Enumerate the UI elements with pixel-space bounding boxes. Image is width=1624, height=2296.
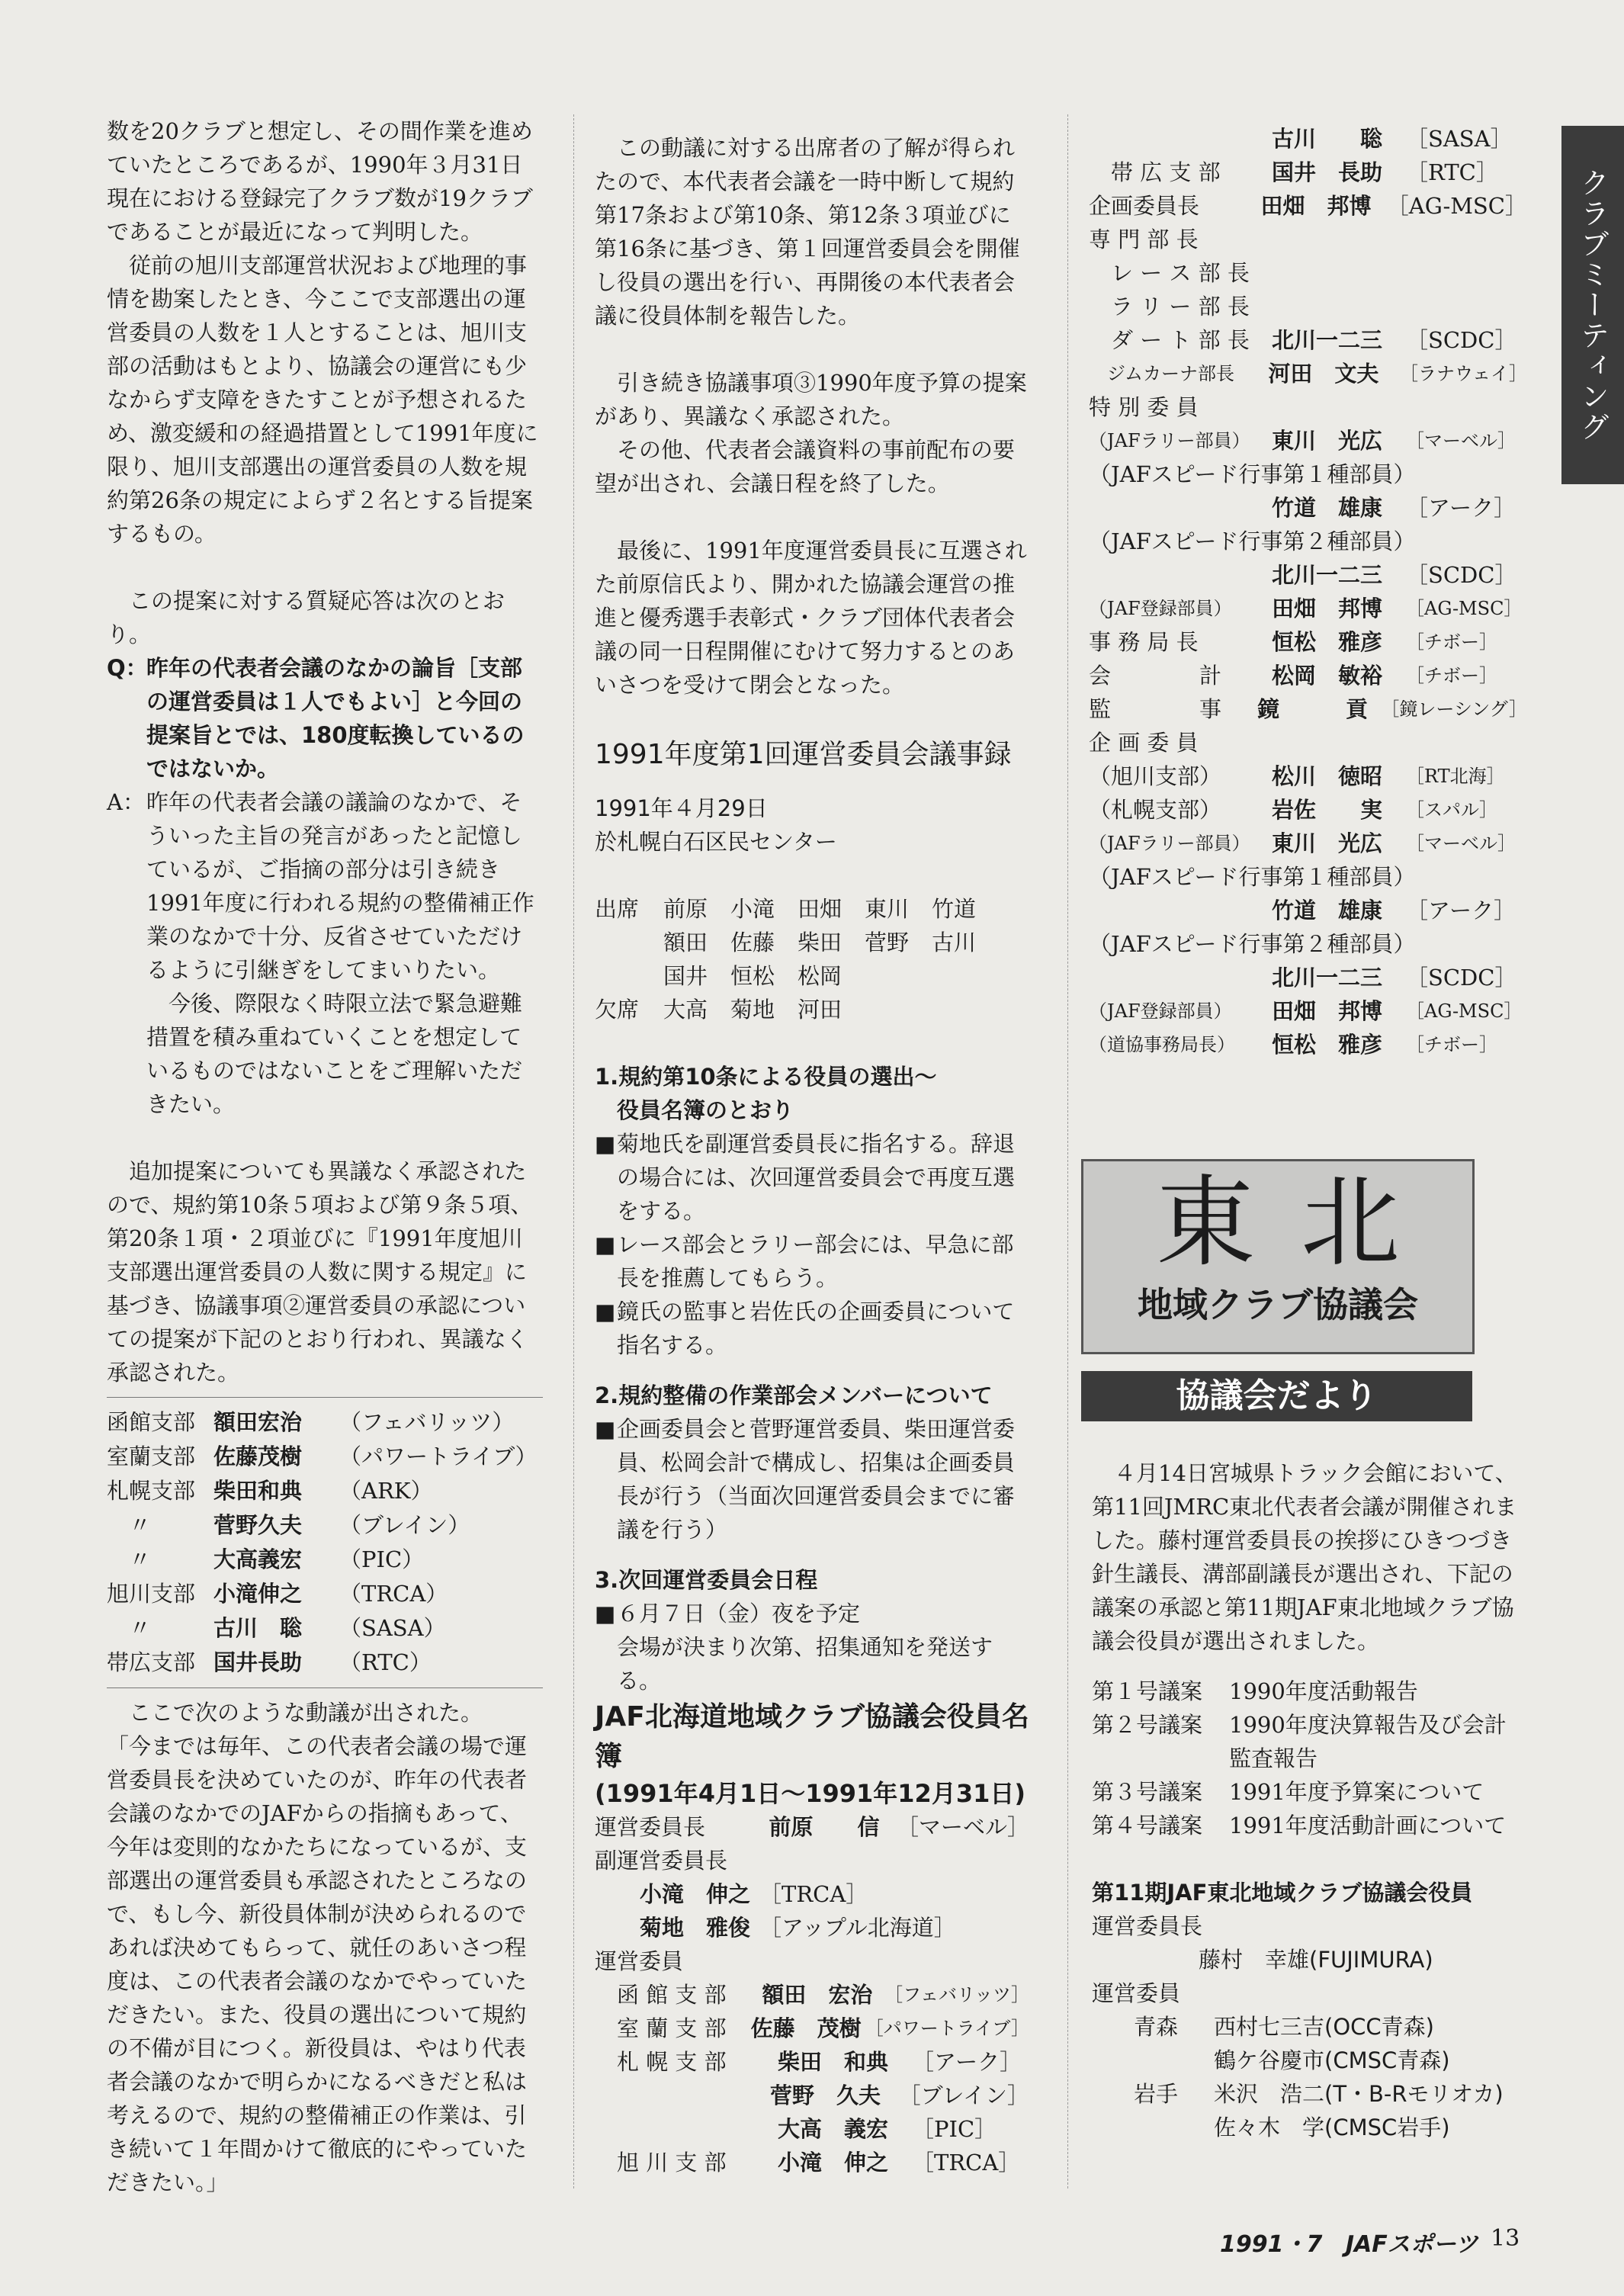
minutes-date: 1991年４月29日 (595, 795, 768, 821)
branch: 帯広支部 (107, 1649, 196, 1675)
answer (107, 785, 543, 1121)
attendee: 前原 (663, 896, 708, 922)
present-label: 出席 (595, 896, 640, 922)
member-name: 額田宏治 (213, 1409, 303, 1435)
agenda-item: 第１号議案 1990年度活動報告 (1092, 1678, 1418, 1704)
club: （パワートライブ） (339, 1443, 538, 1469)
bullet-item: ■ ６月７日（金）夜を予定 (595, 1601, 861, 1626)
roster-row: 小滝 伸之 ［TRCA］ (618, 1881, 868, 1907)
roster-row: 運営委員 (595, 1948, 684, 1974)
roster-row: 竹道 雄康 ［アーク］ (1272, 898, 1516, 923)
member-row (107, 1474, 543, 1508)
club: （TRCA） (339, 1581, 448, 1607)
committee-label: 運営委員 (1092, 1980, 1181, 2006)
magazine-title: JAFスポーツ (1345, 2231, 1478, 2258)
roster-row: 室 蘭 支 部 佐藤 茂樹 ［パワートライブ］ (595, 2015, 1029, 2041)
bullet-item: ■ 菊地氏を副運営委員長に指名する。辞退の場合には、次回運営委員会で再度互選をする。 (595, 1131, 1016, 1224)
tohoku-subtitle: 地域クラブ協議会 (1138, 1284, 1418, 1325)
roster-period: (1991年4月1日〜1991年12月31日) (595, 1779, 1025, 1808)
roster-row: 専 門 部 長 (1089, 226, 1199, 252)
roster-row: 菊地 雅俊 ［アップル北海道］ (618, 1915, 956, 1941)
a-text: 今後、際限なく時限立法で緊急避難措置を積み重ねていくことを想定しているものではないことをご理解いただきたい。 (146, 991, 523, 1117)
attendee: 東川 (865, 896, 910, 922)
column-3 (1089, 122, 1527, 1061)
a-text: 昨年の代表者会議の議論のなかで、そういった主旨の発言があったと記憶しているが、ご指摘の部分は引き続き1991年度に行われる規約の整備補正作業のなかで十分、反省させていただけるように引継ぎをしてまいりたい。 (146, 789, 534, 983)
member-name: 古川 聡 (213, 1615, 303, 1641)
member-name: 国井長助 (213, 1649, 303, 1675)
agenda-heading: 役員名簿のとおり (617, 1097, 794, 1123)
attendee: 額田 (663, 930, 708, 955)
absentee: 河田 (798, 997, 842, 1023)
roster-row: 北川一二三 ［SCDC］ (1272, 965, 1517, 991)
attendee: 古川 (932, 930, 977, 955)
roster-row: 竹道 雄康 ［アーク］ (1272, 495, 1516, 521)
branch: 函館支部 (107, 1409, 196, 1435)
minutes-title: 1991年度第1回運営委員会議事録 (595, 739, 1012, 770)
bullet-item: ■ レース部会とラリー部会には、早急に部長を推薦してもらう。 (595, 1231, 1014, 1291)
agenda-item: 第２号議案 1990年度決算報告及び会計監査報告 (1092, 1712, 1507, 1771)
paragraph: 追加提案についても異議なく承認されたので、規約第10条５項および第９条５項、第20条１項・２項並びに『1991年度旭川支部選出運営委員の人数に関する規定』に基づき、協議事項②運営委員の承認についての提案が下記のとおり行われ、異議なく承認された。 (107, 1158, 533, 1386)
committee-row: 佐々木 学(CMSC岩手) (1214, 2115, 1450, 2140)
roster-row: 北川一二三 ［SCDC］ (1272, 562, 1517, 588)
roster-row: レ ー ス 部 長 (1089, 260, 1250, 286)
club: （RTC） (339, 1649, 432, 1675)
branch: 〃 (107, 1615, 152, 1641)
paragraph: ここで次のような動議が出された。 (129, 1700, 483, 1726)
column-divider (1067, 114, 1068, 2188)
roster-row: 札 幌 支 部 柴田 和典 ［アーク］ (595, 2049, 1022, 2075)
attendee: 恒松 (730, 963, 775, 989)
agenda-heading: 1.規約第10条による役員の選出〜 (595, 1064, 937, 1090)
roster-row: 企画委員長 田畑 邦博 ［AG-MSC］ (1089, 193, 1527, 219)
tohoku-article (1092, 1456, 1526, 2144)
paragraph: 「今までは毎年、この代表者会議の場で運営委員長を決めていたのが、昨年の代表者会議のなかでのJAFからの指摘もあって、今年は変則的なかたちになっているが、支部選出の運営委員も承認されたところなので、もし今、新役員体制が決められるのであれば決めてもらって、就任のあいさつ程度は、この代表者会議のなかでやっていただきたい。また、役員の選出について規約の不備が目につく。新役員は、やはり代表者会議のなかで明らかになるべきだと私は考えるので、規約の整備補正の作業は、引き続いて１年間かけて徹底的にやっていただきたい。」 (107, 1733, 528, 2195)
roster-row: （JAFスピード行事第２種部員） (1089, 931, 1416, 957)
tohoku-title: 東北 (1155, 1164, 1446, 1280)
roster-row: （JAFスピード行事第１種部員） (1089, 461, 1416, 487)
attendee: 田畑 (798, 896, 842, 922)
member-row (107, 1611, 543, 1646)
issue-date: 1991・7 (1220, 2231, 1323, 2258)
member-row (107, 1440, 543, 1474)
bullet-item: ■ 鏡氏の監事と岩佐氏の企画委員について指名する。 (595, 1299, 1015, 1358)
member-row (107, 1577, 543, 1611)
committee-row: 鶴ケ谷慶市(CMSC青森) (1214, 2047, 1450, 2073)
branch: 〃 (107, 1546, 152, 1572)
roster-row: 函 館 支 部 額田 宏治 ［フェバリッツ］ (595, 1982, 1029, 2008)
club: （SASA） (339, 1615, 446, 1641)
officers-title: 第11期JAF東北地域クラブ協議会役員 (1092, 1880, 1473, 1906)
bullet-item: ■ 企画委員会と菅野運営委員、柴田運営委員、松岡会計で構成し、招集は企画委員長が行う（当面次回運営委員会までに審議を行う） (595, 1416, 1016, 1543)
section-tab: クラブミーティング (1561, 126, 1624, 484)
newsletter-banner: 協議会だより (1081, 1371, 1472, 1421)
member-list (107, 1405, 543, 1680)
attendee: 松岡 (798, 963, 842, 989)
paragraph: 引き続き協議事項③1990年度予算の提案があり、異議なく承認された。 (595, 370, 1027, 429)
roster-row: （JAFスピード行事第１種部員） (1089, 864, 1416, 890)
column-2 (595, 114, 1029, 2179)
club: （PIC） (339, 1546, 425, 1572)
roster-row: 会 計 松岡 敏裕 ［チボー］ (1089, 663, 1497, 689)
member-name: 佐藤茂樹 (213, 1443, 303, 1469)
roster-row: ダ ー ト 部 長 北川一二三 ［SCDC］ (1089, 327, 1517, 353)
chair-name: 藤村 幸雄(FUJIMURA) (1199, 1947, 1433, 1973)
column-1 (107, 114, 543, 2199)
member-name: 小滝伸之 (213, 1581, 303, 1607)
absentee: 菊地 (730, 997, 775, 1023)
paragraph: この提案に対する質疑応答は次のとおり。 (107, 588, 505, 647)
roster-row: （JAFスピード行事第２種部員） (1089, 528, 1416, 554)
roster-row: 帯 広 支 部 国井 長助 ［RTC］ (1089, 159, 1498, 185)
attendance-present (595, 892, 1029, 993)
paragraph: 会場が決まり次第、招集通知を発送する。 (617, 1634, 993, 1694)
paragraph: この動議に対する出席者の了解が得られたので、本代表者会議を一時中断して規約第17条および第10条、第12条３項並びに第16条に基づき、第１回運営委員会を開催し役員の選出を行い、再開後の本代表者会議に役員体制を報告した。 (595, 135, 1020, 329)
club: （フェバリッツ） (339, 1409, 515, 1435)
agenda-item: 第４号議案 1991年度活動計画について (1092, 1813, 1507, 1838)
a-label: A： (107, 789, 145, 815)
tohoku-header (1081, 1159, 1475, 1354)
roster-row: 菅野 久夫 ［ブレイン］ (769, 2082, 1029, 2108)
roster-row: （JAFラリー部員） 東川 光広 ［マーベル］ (1089, 830, 1516, 856)
footer-issue (1220, 2225, 1478, 2259)
branch: 〃 (107, 1512, 152, 1538)
member-row (107, 1508, 543, 1543)
club: （ブレイン） (339, 1512, 470, 1538)
paragraph: 従前の旭川支部運営状況および地理的事情を勘案したとき、今ここで支部選出の運営委員の人数を１人とすることは、旭川支部の活動はもとより、協議会の運営にも少なからず支障をきたすことが予想されるため、激変緩和の経過措置として1991年度に限り、旭川支部選出の運営委員の人数を規約第26条の規定によらず２名とする旨提案するもの。 (107, 252, 538, 547)
minutes-venue: 於札幌白石区民センター (595, 829, 837, 855)
club: （ARK） (339, 1478, 433, 1504)
member-name: 大高義宏 (213, 1546, 303, 1572)
roster-row: （JAF登録部員） 田畑 邦博 ［AG-MSC］ (1089, 596, 1523, 621)
roster-row: （札幌支部） 岩佐 実 ［スパル］ (1089, 797, 1497, 823)
column-divider (573, 114, 574, 2188)
roster-row: （JAFラリー部員） 東川 光広 ［マーベル］ (1089, 428, 1516, 454)
branch: 室蘭支部 (107, 1443, 196, 1469)
roster-row: ジムカーナ部長 河田 文夫 ［ラナウェイ］ (1089, 361, 1527, 387)
attendance-absent (595, 993, 1029, 1026)
roster-row: 監 事 鏡 貢 ［鏡レーシング］ (1089, 696, 1527, 722)
agenda-heading: 3.次回運営委員会日程 (595, 1567, 818, 1593)
roster-row: （道協事務局長） 恒松 雅彦 ［チボー］ (1089, 1032, 1497, 1058)
q-label: Q： (107, 655, 148, 681)
member-row (107, 1543, 543, 1577)
chair-label: 運営委員長 (1092, 1913, 1203, 1939)
agenda-heading: 2.規約整備の作業部会メンバーについて (595, 1382, 993, 1408)
page-number: 13 (1491, 2225, 1520, 2252)
branch: 札幌支部 (107, 1478, 196, 1504)
committee-row: 岩手 米沢 浩二(T・B-Rモリオカ) (1134, 2081, 1504, 2107)
attendee: 菅野 (865, 930, 910, 955)
roster-row: 事 務 局 長 恒松 雅彦 ［チボー］ (1089, 629, 1497, 655)
member-name: 菅野久夫 (213, 1512, 303, 1538)
absentee: 大高 (663, 997, 708, 1023)
agenda-item: 第３号議案 1991年度予算案について (1092, 1779, 1484, 1805)
roster-row: 古川 聡 ［SASA］ (1272, 126, 1513, 152)
roster-title: JAF北海道地域クラブ協議会役員名簿 (595, 1701, 1029, 1772)
roster-row: 副運営委員長 (595, 1848, 728, 1874)
attendee: 国井 (663, 963, 708, 989)
member-name: 柴田和典 (213, 1478, 303, 1504)
roster-row: ラ リ ー 部 長 (1089, 294, 1250, 320)
paragraph: ４月14日宮城県トラック会館において、第11回JMRC東北代表者会議が開催されました。藤村運営委員長の挨拶にひきつづき針生議長、溝部副議長が選出され、下記の議案の承認と第11期JAF東北地域クラブ協議会役員が選出されました。 (1092, 1460, 1517, 1654)
divider (107, 1687, 543, 1688)
roster-row: 特 別 委 員 (1089, 394, 1199, 420)
roster-row: 旭 川 支 部 小滝 伸之 ［TRCA］ (595, 2150, 1021, 2176)
q-text: 昨年の代表者会議のなかの論旨［支部の運営委員は１人でもよい］と今回の提案旨とでは、180度転換しているのではないか。 (146, 655, 525, 782)
member-row (107, 1405, 543, 1440)
roster-row: 企 画 委 員 (1089, 730, 1199, 756)
attendee: 小滝 (730, 896, 775, 922)
attendee: 柴田 (798, 930, 842, 955)
question (107, 651, 543, 785)
roster-row: 大高 義宏 ［PIC］ (778, 2116, 997, 2142)
roster-row: （JAF登録部員） 田畑 邦博 ［AG-MSC］ (1089, 998, 1523, 1024)
attendee: 佐藤 (730, 930, 775, 955)
attendee: 竹道 (932, 896, 977, 922)
paragraph: 数を20クラブと想定し、その間作業を進めていたところであるが、1990年３月31日現在における登録完了クラブ数が19クラブであることが最近になって判明した。 (107, 118, 533, 245)
absent-label: 欠席 (595, 997, 640, 1023)
member-row (107, 1646, 543, 1680)
paragraph: その他、代表者会議資料の事前配布の要望が出され、会議日程を終了した。 (595, 437, 1016, 496)
committee-row: 青森 西村七三吉(OCC青森) (1134, 2014, 1434, 2040)
divider (107, 1397, 543, 1398)
roster-row: （旭川支部） 松川 徳昭 ［RT北海］ (1089, 763, 1505, 789)
paragraph: 最後に、1991年度運営委員長に互選された前原信氏より、開かれた協議会運営の推進と優秀選手表彰式・クラブ団体代表者会議の同一日程開催にむけて努力するとのあいさつを受けて閉会となった。 (595, 538, 1027, 698)
branch: 旭川支部 (107, 1581, 196, 1607)
roster-row: 運営委員長 前原 信 ［マーベル］ (595, 1814, 1029, 1840)
